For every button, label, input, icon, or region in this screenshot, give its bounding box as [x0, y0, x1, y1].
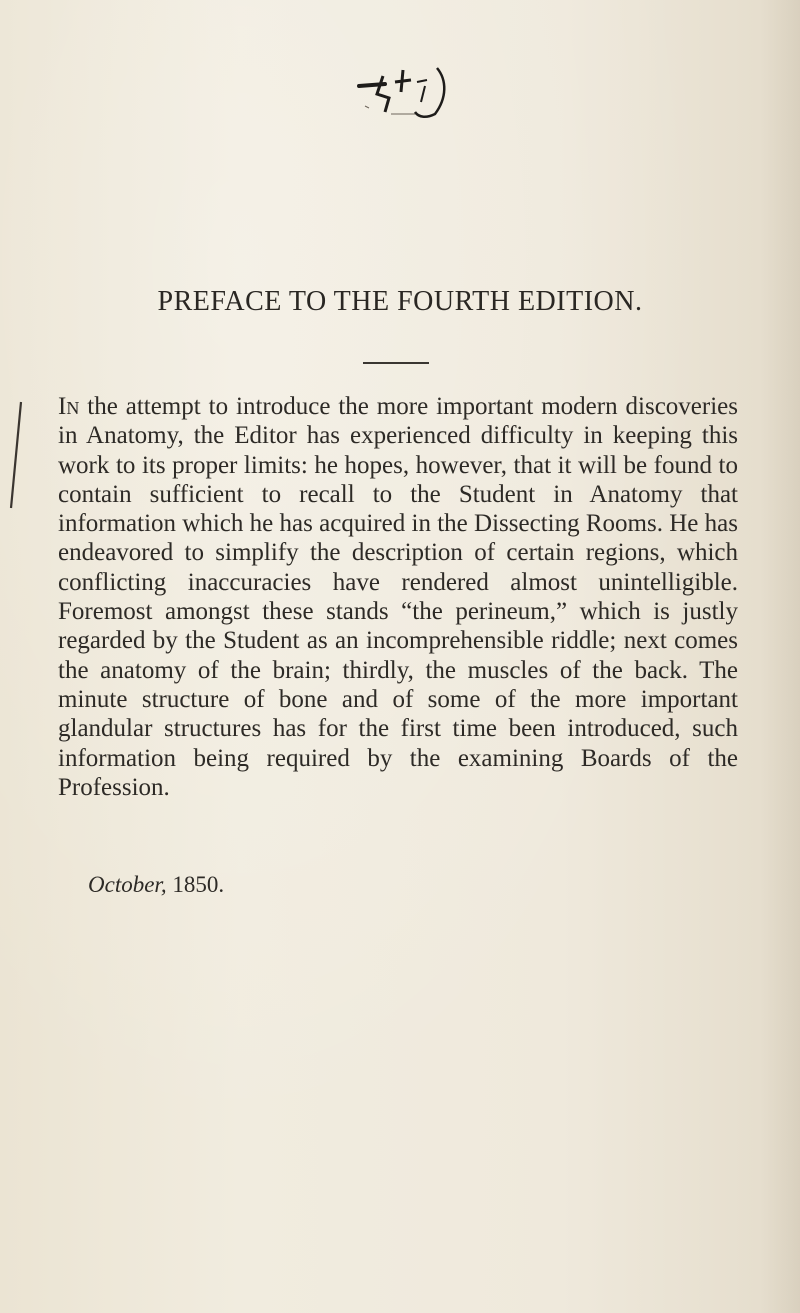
opening-word: In [58, 393, 80, 420]
page-edge-shadow [760, 0, 800, 1313]
margin-pencil-mark [8, 400, 24, 512]
ink-stamp-mark [355, 62, 455, 122]
preface-date [88, 872, 224, 898]
date-year: 1850. [166, 872, 225, 897]
heading-rule [363, 362, 429, 364]
preface-heading: PREFACE TO THE FOURTH EDITION. [157, 286, 643, 317]
preface-body-text: the attempt to introduce the more important modern discoveries in Anatomy, the Editor has experienced difficulty in keeping this work to its proper limits: he hopes, however, that it will be found to contain sufficient to recall to the Student in Anatomy that information which he has acquired in the Dissecting Rooms. He has endeavored to simplify the description of certain regions, which conflicting inaccuracies have rendered almost unintelligible. Foremost amongst these stands “the perineum,” which is justly regarded by the Student as an incomprehensible riddle; next comes the anatomy of the brain; thirdly, the muscles of the back. The minute structure of bone and of some of the more important glandular structures has for the first time been introduced, such information being required by the examining Boards of the Profession. [58, 393, 738, 801]
date-month: October, [88, 872, 167, 897]
preface-paragraph [58, 392, 738, 802]
